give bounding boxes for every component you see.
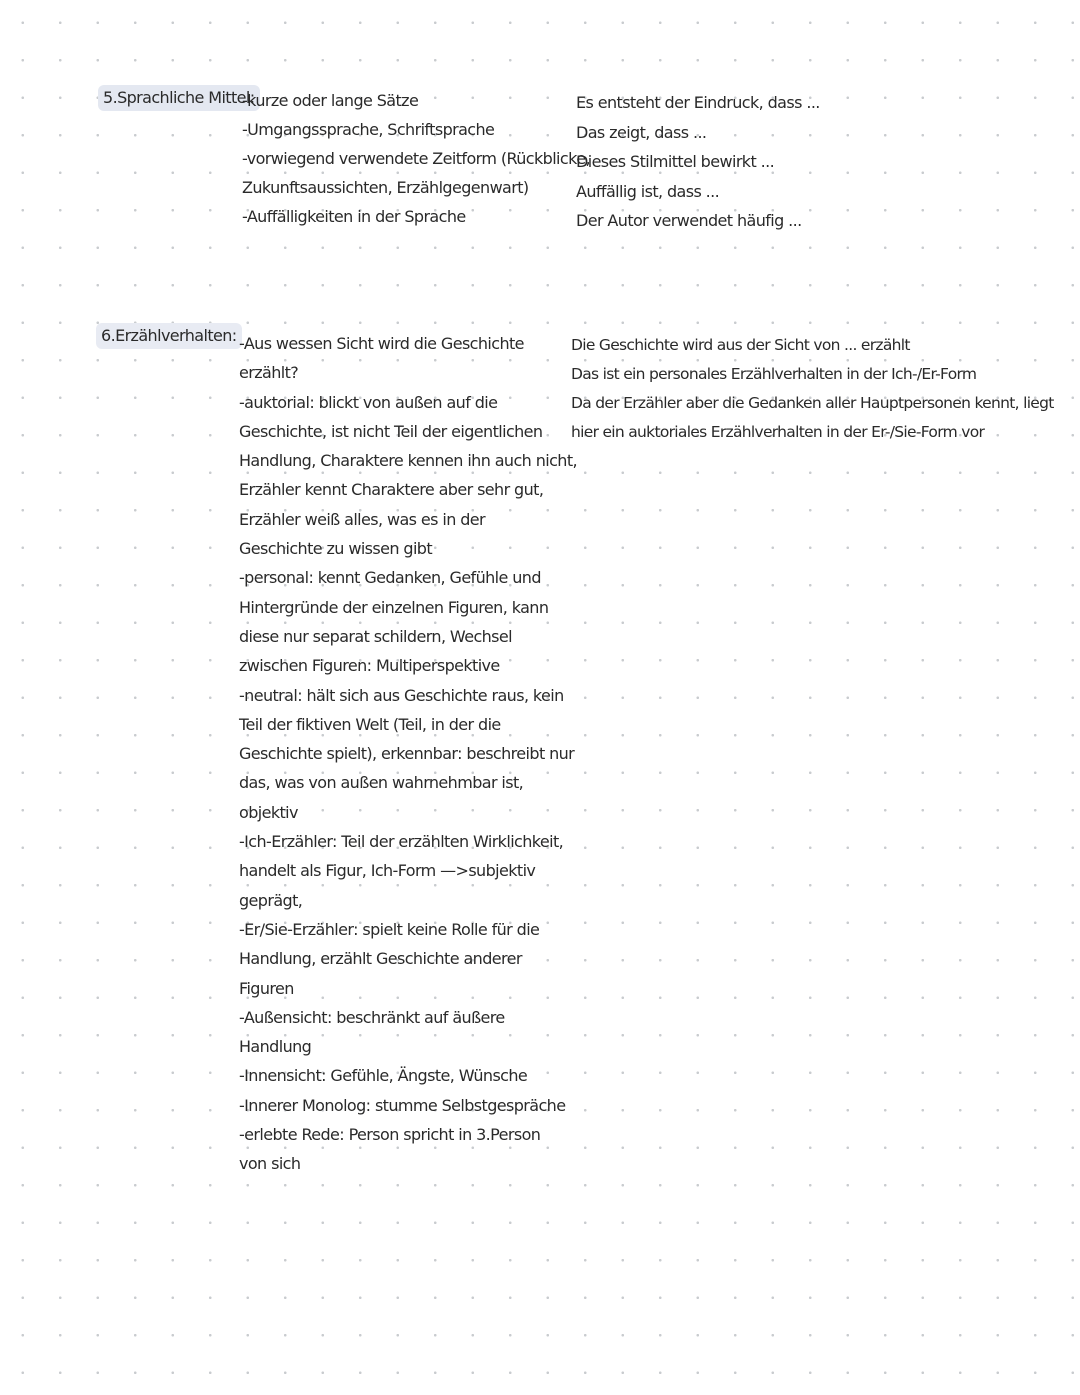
section-5-criteria — [242, 86, 590, 231]
criteria-line: Erzähler weiß alles, was es in der — [239, 509, 485, 529]
criteria-line: Hintergründe der einzelnen Figuren, kann — [239, 597, 549, 617]
phrase-line: Der Autor verwendet häufig ... — [576, 211, 802, 230]
criteria-line: -Ich-Erzähler: Teil der erzählten Wirklichkeit, — [239, 832, 564, 852]
criteria-line: Erzähler kennt Charaktere aber sehr gut, — [239, 480, 544, 500]
criteria-line: -Umgangssprache, Schriftsprache — [242, 120, 495, 139]
phrase-line: Dieses Stilmittel bewirkt ... — [576, 152, 775, 171]
phrase-line: hier ein auktoriales Erzählverhalten in der Er-/Sie-Form vor — [571, 423, 985, 441]
criteria-line: -Innensicht: Gefühle, Ängste, Wünsche — [239, 1066, 528, 1086]
criteria-line: objektiv — [239, 802, 298, 822]
section-5-heading: 5.Sprachliche Mittel: — [98, 85, 260, 111]
section-6-criteria — [239, 329, 577, 1179]
criteria-line: Geschichte spielt), erkennbar: beschreibt nur — [239, 744, 575, 764]
criteria-line: -Er/Sie-Erzähler: spielt keine Rolle für die — [239, 919, 540, 939]
phrase-line: Die Geschichte wird aus der Sicht von ... erzählt — [571, 336, 910, 354]
criteria-line: Handlung, Charaktere kennen ihn auch nicht, — [239, 451, 577, 471]
criteria-line: Geschichte zu wissen gibt — [239, 539, 433, 559]
phrase-line: Es entsteht der Eindruck, dass ... — [576, 93, 820, 112]
criteria-line: das, was von außen wahrnehmbar ist, — [239, 773, 524, 793]
criteria-line: -personal: kennt Gedanken, Gefühle und — [239, 568, 541, 588]
section-5-phrases — [576, 88, 820, 236]
criteria-line: Teil der fiktiven Welt (Teil, in der die — [239, 714, 501, 734]
criteria-line: Handlung, erzählt Geschichte anderer — [239, 949, 522, 969]
criteria-line: -vorwiegend verwendete Zeitform (Rückblicke, — [242, 149, 590, 168]
phrase-line: Da der Erzähler aber die Gedanken aller Hauptpersonen kennt, liegt — [571, 394, 1054, 412]
criteria-line: Handlung — [239, 1037, 312, 1057]
criteria-line: zwischen Figuren: Multiperspektive — [239, 656, 500, 676]
phrase-line: Das ist ein personales Erzählverhalten in der Ich-/Er-Form — [571, 365, 977, 383]
criteria-line: -Aus wessen Sicht wird die Geschichte — [239, 334, 524, 353]
criteria-line: geprägt, — [239, 890, 303, 910]
phrase-line: Auffällig ist, dass ... — [576, 181, 720, 201]
criteria-line: -neutral: hält sich aus Geschichte raus, kein — [239, 685, 564, 705]
criteria-line: -Auffälligkeiten in der Sprache — [242, 207, 466, 226]
phrase-line: Das zeigt, dass ... — [576, 122, 707, 142]
criteria-line: Figuren — [239, 978, 294, 998]
criteria-line: diese nur separat schildern, Wechsel — [239, 626, 513, 646]
criteria-line: -Außensicht: beschränkt auf äußere — [239, 1007, 505, 1027]
section-6-heading: 6.Erzählverhalten: — [96, 323, 242, 349]
section-6-phrases — [571, 331, 1054, 447]
criteria-line: -kurze oder lange Sätze — [242, 91, 419, 110]
criteria-line: -Innerer Monolog: stumme Selbstgespräche — [239, 1095, 566, 1115]
criteria-line: handelt als Figur, Ich-Form —>subjektiv — [239, 861, 536, 881]
criteria-line: -auktorial: blickt von außen auf die — [239, 392, 498, 412]
criteria-line: Zukunftsaussichten, Erzählgegenwart) — [242, 178, 529, 197]
criteria-line: Geschichte, ist nicht Teil der eigentlichen — [239, 421, 543, 441]
criteria-line: -erlebte Rede: Person spricht in 3.Person — [239, 1125, 541, 1145]
criteria-line: von sich — [239, 1154, 301, 1174]
criteria-line: erzählt? — [239, 363, 299, 383]
